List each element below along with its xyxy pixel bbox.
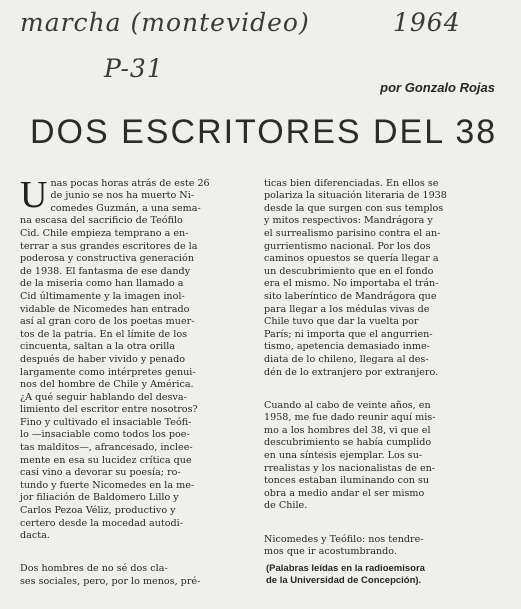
right-paragraph-1: ticas bien diferenciadas. En ellos se polariza la situación literaria de 1938 desde la que surgen con sus templos y mitos respectivos: Mandrágora y el surrealismo parisino contra el an- gurrientismo nacional. Por los dos caminos opuestos se quería llegar a un descubrimiento que en el fondo era el mismo. No importaba el trán- sito laberíntico de Mandrágora que para llegar a los médulas vivas de Chile tuvo que dar la vuelta por París; ni importa que el angurrien- tismo, apetencia demasiado inme- diata de lo chileno, llegara al des- dén de lo extranjero por extranjero.	[264, 177, 447, 378]
handwritten-page-note: P-31	[104, 54, 164, 83]
headline: DOS ESCRITORES DEL 38	[30, 113, 498, 151]
left-paragraph-1-text: nas pocas horas atrás de este 26 de junio se nos ha muerto Ni- comedes Guzmán, a una sema- na escasa del sacrificio de Teófilo Cid. Chile empieza temprano a en- terrar a sus grandes escritores de la poderosa y constructiva generación de 1938. El fantasma de ese dandy de la miseria como han llamado a Cid últimamente y la imagen inol- vidable de Nicomedes han entrado así al gran coro de los poetas muer- tos de la patria. En el límite de los cincuenta, saltan a la otra orilla después de haber vivido y penado largamente como intérpretes genui- nos del hombre de Chile y América. ¿A qué seguir hablando del desva- limiento del escritor entre nosotros? Fino y cultivado el insaciable Teófi- lo —insaciable como todos los poe- tas malditos—, afrancesado, inclee- mente en esa su lucidez crítica que casi vino a devorar su poesía; ro- tundo y fuerte Nicomedes en la me- jor filiación de Baldomero Lillo y Carlos Pezoa Véliz, productivo y certero desde la mocedad autodi- dacta.	[20, 177, 210, 542]
article-right-column	[264, 165, 484, 579]
byline: por Gonzalo Rojas	[380, 80, 495, 95]
source-credit: (Palabras leídas en la radioemisora de la Universidad de Concepción).	[266, 563, 425, 586]
article-left-column	[20, 165, 240, 609]
left-paragraph-2: Dos hombres de no sé dos cla- ses sociales, pero, por lo menos, pré-	[20, 563, 201, 587]
handwritten-year-note: 1964	[393, 8, 461, 37]
drop-cap: U	[20, 173, 48, 216]
left-paragraph-1	[20, 173, 240, 543]
right-paragraph-2: Cuando al cabo de veinte años, en 1958, me fue dado reunir aquí mis- mo a los hombres del 38, vi que el descubrimiento se había cumplido en una síntesis ejemplar. Los su- rrealistas y los nacionalistas de en- tonces estaban iluminando con su obra a medio andar el ser mismo de Chile.	[264, 399, 436, 512]
right-paragraph-3: Nicomedes y Teófilo: nos tendre- mos que ir acostumbrando.	[264, 533, 424, 558]
handwritten-source-note: marcha (montevideo)	[20, 8, 310, 37]
